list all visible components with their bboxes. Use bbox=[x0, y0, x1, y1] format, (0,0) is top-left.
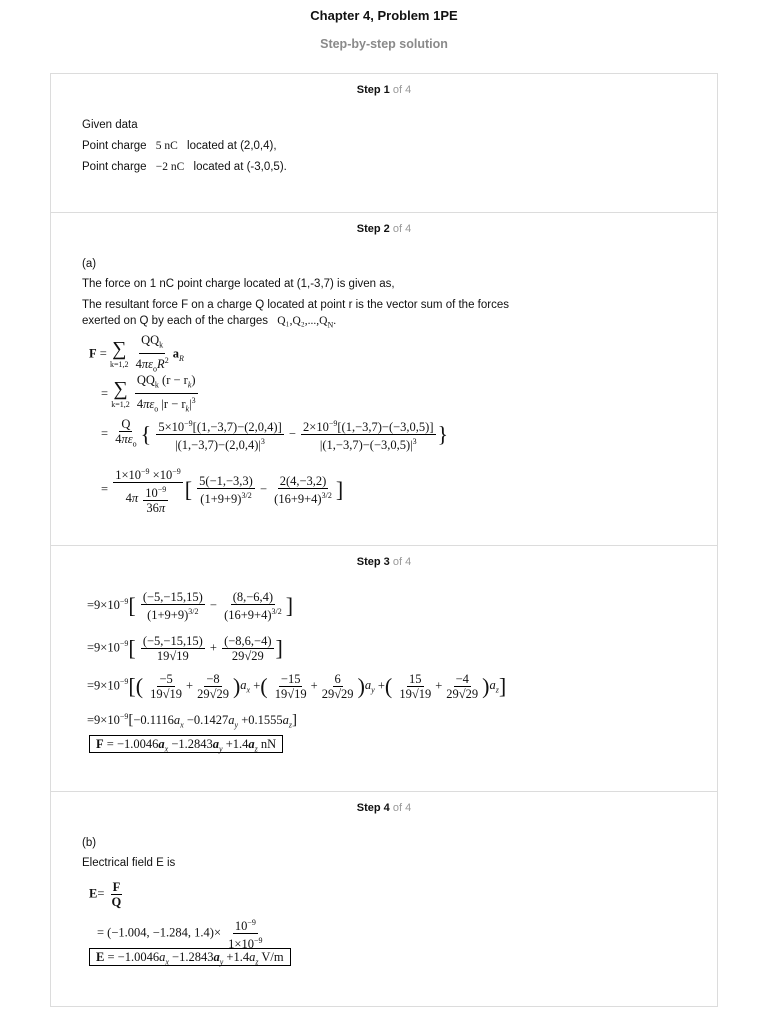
step-number: 1 bbox=[383, 84, 390, 96]
equation-field-numeric: = (−1.004, −1.284, 1.4)× $\frac{10^{-9}}{1\times 10^{-9}}$ bbox=[97, 918, 263, 952]
equation-step3-line4: $=9\times 10^{-9}[-0.1116a_x -0.1427a_y +0.1555a_z]$ bbox=[87, 712, 297, 730]
step-number: 2 bbox=[383, 223, 390, 235]
page-subtitle: Step-by-step solution bbox=[320, 37, 448, 51]
step-of: of 4 bbox=[392, 802, 412, 814]
equation-step3-line1: $=9\times 10^{-9}$[ $\frac{(-5,-15,15)}{(1+9+9)^{3/2}}$ − $\frac{(8,-6,4)}{(16+9+4)^{3/2}}$ ] bbox=[87, 590, 294, 623]
equation-step3-line3: $=9\times 10^{-9}$[( $\frac{-5}{19√19}$ + $\frac{-8}{29√29}$ )$a_x$ +( $\frac{-15}{19√19}$ + $\frac{6}{29√29}$ )$a_y$ +( $\frac{15}{19√19}$ + $\frac{-4}{29√29}$ )$a_z$] bbox=[87, 672, 507, 701]
point-charge-1 bbox=[82, 140, 277, 152]
equation-field-def: E= $\frac{F}{Q}$ bbox=[89, 880, 122, 909]
step-2-section bbox=[51, 212, 717, 546]
step-2-header bbox=[51, 223, 717, 235]
step-1-section bbox=[51, 74, 717, 212]
part-b-label: (b) bbox=[82, 837, 97, 849]
charges-subscript: N bbox=[327, 320, 334, 330]
resultant-force-text: The resultant force F on a charge Q located at point r is the vector sum of the forces bbox=[82, 299, 509, 311]
step-4-header bbox=[51, 802, 717, 814]
charges-list bbox=[277, 315, 337, 330]
electric-field-text: Electrical field E is bbox=[82, 857, 176, 869]
charges-symbols: Q₁,Q₂,...,Q bbox=[277, 315, 328, 327]
step-of: of 4 bbox=[392, 223, 412, 235]
step-label: Step bbox=[356, 556, 381, 568]
given-data-label: Given data bbox=[82, 119, 138, 131]
charge-value-1: 5 nC bbox=[155, 140, 178, 152]
step-3-header bbox=[51, 556, 717, 568]
step-label: Step bbox=[356, 84, 381, 96]
charge-location-1: located at (2,0,4), bbox=[187, 140, 277, 152]
step-of: of 4 bbox=[392, 556, 412, 568]
equation-force-substituted: = $\frac{Q}{4\pi\varepsilon_o}$ { $\frac{5\times 10^{-9}[(1,-3,7)-(2,0,4)]}{|(1,-3,7)-(2,0,4)|^3}$ − $\frac{2\times 10^{-9}[(1,-3,7)-(-3,0,5)]}{|(1,-3,7)-(-3,0,5)|^3}$ } bbox=[101, 417, 449, 453]
step-label: Step bbox=[356, 802, 381, 814]
force-intro-text: The force on 1 nC point charge located at (1,-3,7) is given as, bbox=[82, 278, 395, 290]
page-title: Chapter 4, Problem 1PE bbox=[310, 8, 458, 23]
point-charge-label: Point charge bbox=[82, 140, 147, 152]
step-of: of 4 bbox=[392, 84, 412, 96]
resultant-force-text-2 bbox=[82, 315, 336, 329]
charge-value-2: −2 nC bbox=[155, 161, 185, 173]
step-1-header bbox=[51, 84, 717, 96]
part-a-label: (a) bbox=[82, 258, 97, 270]
step-number: 4 bbox=[383, 802, 390, 814]
point-charge-label: Point charge bbox=[82, 161, 147, 173]
charge-location-2: located at (-3,0,5). bbox=[193, 161, 287, 173]
field-result-box: $E = -1.0046a_x -1.2843a_y +1.4a_z$ V/m bbox=[89, 950, 291, 967]
step-label: Step bbox=[356, 223, 381, 235]
step-number: 3 bbox=[383, 556, 390, 568]
step-4-section bbox=[51, 791, 717, 1007]
charges-end: . bbox=[333, 315, 337, 327]
equation-step3-line2: $=9\times 10^{-9}$[ $\frac{(-5,-15,15)}{19√19}$ + $\frac{(-8,6,-4)}{29√29}$ ] bbox=[87, 634, 283, 663]
point-charge-2 bbox=[82, 161, 287, 173]
solution-card bbox=[50, 73, 718, 1007]
equation-force-numeric: = $1\times 10^{-9} \times 10^{-9}$ 4π $\frac{10^{-9}}{36\pi}$ [ $\frac{5(-1,-3,3)}{(1+9+9)^{3/2}}$ − $\frac{2(4,-3,2)}{(16+9+4)^{3/2}}$ ] bbox=[101, 467, 344, 516]
equation-force-vector: = ∑ k=1,2 $\frac{QQ_k (r - r_k)}{4\pi\varepsilon_o |r - r_k|^3}$ bbox=[101, 373, 196, 414]
equation-force-sum: F = ∑ k=1,2 $\frac{QQ_k}{4\pi\varepsilon_oR^2}$ $a_R$ bbox=[89, 333, 184, 374]
step-3-section bbox=[51, 545, 717, 792]
charges-sentence: exerted on Q by each of the charges bbox=[82, 315, 269, 327]
force-result-box: $F = -1.0046a_x -1.2843a_y +1.4a_z$ nN bbox=[89, 737, 283, 754]
